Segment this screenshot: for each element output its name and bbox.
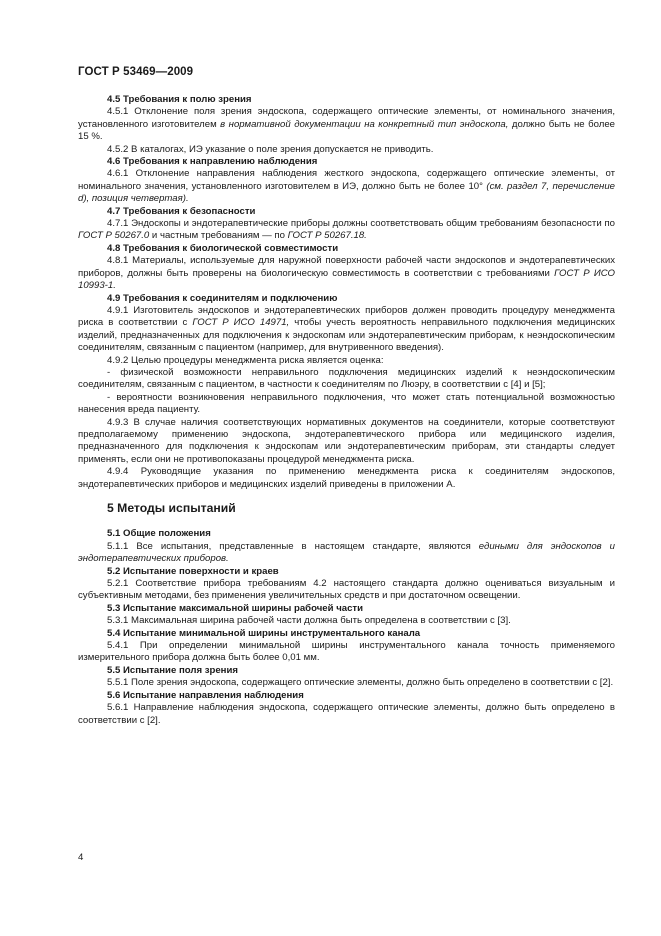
text-run: 4.5.1 Отклонение поля зрения эндоскопа, содержащего оптические элементы, от номинального значения, установленного изготовителем — [78, 106, 615, 130]
subsection-heading: 4.8 Требования к биологической совместимости — [107, 242, 339, 254]
text-run: 5.4.1 При определении минимальной ширины инструментального канала точность применяемого измерительного прибора должна быть более 0,01 мм. — [78, 640, 615, 664]
text-run: 4.9.1 Изготовитель эндоскопов и эндотерапевтических приборов должен проводить процедуру менеджмента риска в соответствии с — [78, 304, 615, 329]
text-run: - физической возможности неправильного подключения медицинских изделий к неэндоскопическим соединителям, связанным с пациентом, в частности к соединителям по Люэру, в соответствии с [4] и [5]; — [78, 366, 615, 391]
italic-text: ГОСТ Р 50267.18. — [287, 230, 367, 242]
paragraph — [78, 168, 615, 205]
text-run: 5.6.1 Направление наблюдения эндоскопа, содержащего оптические элементы, должно быть определено в соответствии с [2]. — [78, 702, 615, 726]
paragraph — [78, 677, 615, 689]
paragraph — [78, 255, 615, 292]
section-heading: 5 Методы испытаний — [107, 501, 236, 515]
italic-text: ГОСТ Р 50267.0 — [78, 230, 150, 242]
subsection-heading: 4.5 Требования к полю зрения — [107, 94, 252, 105]
paragraph — [78, 367, 615, 392]
paragraph — [78, 615, 615, 627]
paragraph — [78, 466, 615, 491]
text-run: 4.9.3 В случае наличия соответствующих нормативных документов на соединители, которые соответствуют предполагаемому применению эндоскопа, эндотерапевтического прибора или медицинского изделия, предназначенного для подключения к эндоскопам или эндотерапевтическим приборам, эти стандарты следует применять, если они не противопоказаны процедурой менеджмента риска. — [78, 416, 615, 465]
paragraph — [78, 417, 615, 467]
paragraph — [78, 392, 615, 417]
text-run: 4.9.2 Целью процедуры менеджмента риска является оценка: — [107, 354, 384, 366]
text-run: 4.6.1 Отклонение направления наблюдения жесткого эндоскопа, содержащего оптические элементы, от номинального значения, установленного изготовителем в ИЭ, должно быть не более 10° — [78, 168, 615, 192]
paragraph — [78, 305, 615, 355]
text-run: 5.5.1 Поле зрения эндоскопа, содержащего оптические элементы, должно быть определено в соответствии с [2]. — [107, 677, 614, 689]
subsection-heading: 5.2 Испытание поверхности и краев — [107, 565, 279, 577]
italic-text: едиными для эндоскопов и эндотерапевтических приборов. — [78, 540, 615, 565]
subsection-heading: 5.3 Испытание максимальной ширины рабочей части — [107, 602, 364, 614]
paragraph — [78, 640, 615, 665]
document-body — [78, 94, 615, 727]
text-run: - вероятности возникновения неправильного подключения, что может стать потенциальной возможностью нанесения вреда пациенту. — [78, 391, 615, 416]
paragraph — [78, 702, 615, 727]
italic-text: (см. раздел 7, перечисление d), позиция четвертая). — [78, 180, 615, 205]
page-number: 4 — [78, 852, 84, 863]
subsection-heading: 4.7 Требования к безопасности — [107, 205, 256, 217]
text-run: и частным требованиям — по — [149, 230, 288, 242]
paragraph — [78, 578, 615, 603]
text-run: 4.5.2 В каталогах, ИЭ указание о поле зрения допускается не приводить. — [107, 143, 434, 155]
paragraph — [78, 355, 615, 367]
paragraph — [78, 106, 615, 143]
text-run: 5.1.1 Все испытания, представленные в настоящем стандарте, являются — [107, 540, 479, 552]
subsection-heading: 5.6 Испытание направления наблюдения — [107, 689, 304, 701]
paragraph — [78, 144, 615, 156]
italic-text: в нормативной документации на конкретный тип эндоскопа, — [220, 118, 509, 130]
subsection-heading: 5.4 Испытание минимальной ширины инструментального канала — [107, 627, 421, 639]
paragraph — [78, 218, 615, 243]
text-run: 4.8.1 Материалы, используемые для наружной поверхности рабочей части эндоскопов и эндотерапевтических приборов, должны быть проверены на биологическую совместимость в соответствии с требованиями — [78, 255, 615, 279]
text-run: чтобы учесть вероятность неправильного подключения медицинских изделий, предназначенных для подключения к эндоскопам или эндотерапевтическим приборам, к неэндоскопическим соединителям, связанным с пациентом (например, для внутривенного введения). — [78, 317, 615, 354]
text-run: 4.9.4 Руководящие указания по применению менеджмента риска к соединителям эндоскопов, эндотерапевтических приборов и медицинских изделий приведены в приложении А. — [78, 466, 615, 490]
italic-text: ГОСТ Р ИСО 14971, — [192, 317, 290, 329]
subsection-heading: 4.6 Требования к направлению наблюдения — [107, 156, 318, 168]
text-run: 5.3.1 Максимальная ширина рабочей части должна быть определена в соответствии с [3]. — [107, 615, 511, 627]
italic-text: ГОСТ Р ИСО 10993-1. — [78, 267, 615, 292]
text-run: должно быть не более 15 %. — [78, 118, 615, 143]
page-header: ГОСТ Р 53469—2009 — [78, 66, 194, 78]
subsection-heading: 5.5 Испытание поля зрения — [107, 664, 238, 676]
text-run: 4.7.1 Эндоскопы и эндотерапевтические приборы должны соответствовать общим требованиям безопасности по — [107, 218, 615, 230]
subsection-heading: 4.9 Требования к соединителям и подключению — [107, 292, 338, 304]
paragraph — [78, 541, 615, 566]
subsection-heading: 5.1 Общие положения — [107, 528, 211, 540]
text-run: 5.2.1 Соответствие прибора требованиям 4.2 настоящего стандарта должно оцениваться визуальным и субъективным методами, без применения увеличительных средств и при достаточном освещении. — [78, 578, 615, 602]
